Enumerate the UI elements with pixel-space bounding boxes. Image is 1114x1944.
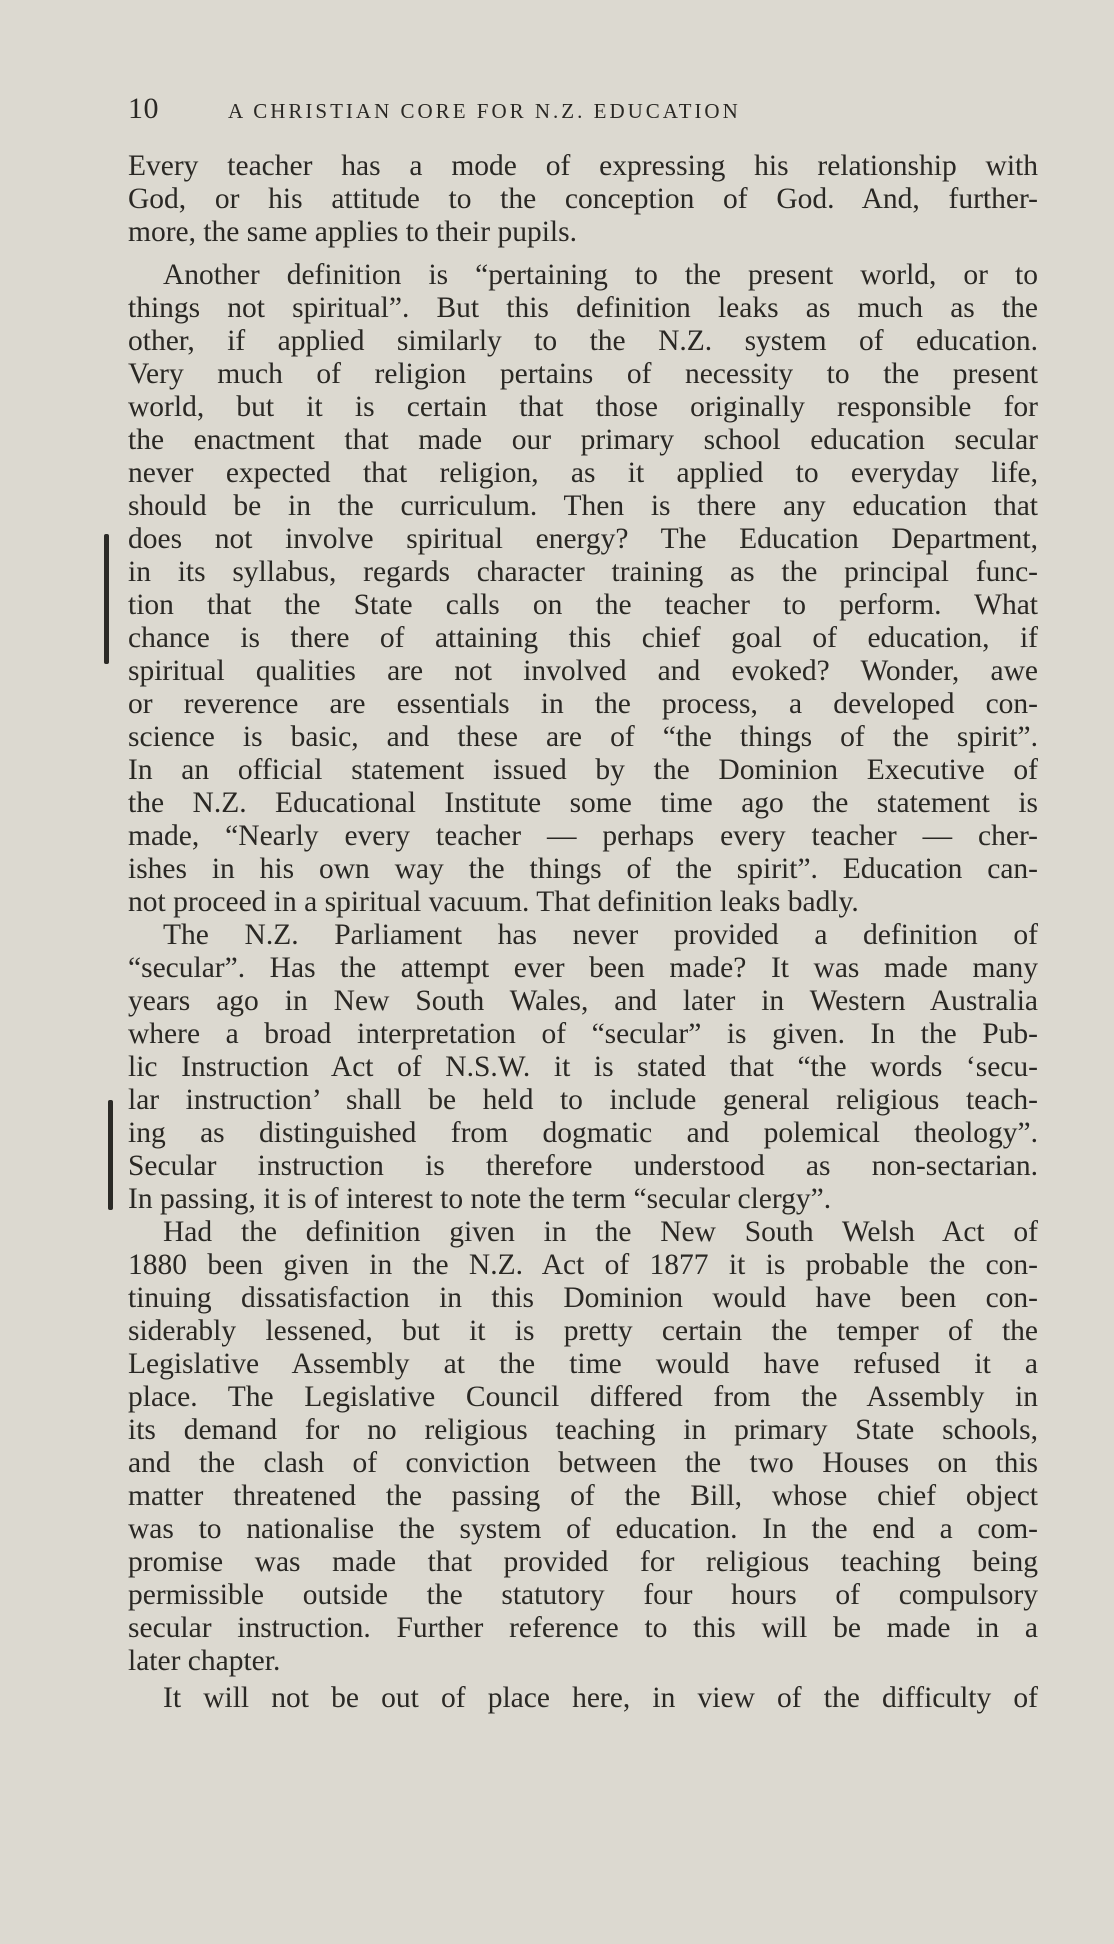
text-line: place. The Legislative Council differed from the Assembly in [128,1381,1038,1413]
text-line: tinuing dissatisfaction in this Dominion would have been con- [128,1282,1038,1314]
text-line: not proceed in a spiritual vacuum. That definition leaks badly. [128,886,859,918]
text-line: or reverence are essentials in the process, a developed con- [128,688,1038,720]
running-title: A CHRISTIAN CORE FOR N.Z. EDUCATION [228,99,741,123]
text-line: in its syllabus, regards character training as the principal func- [128,556,1038,588]
text-line: ing as distinguished from dogmatic and polemical theology”. [128,1117,1038,1149]
text-line: where a broad interpretation of “secular” is given. In the Pub- [128,1018,1038,1050]
text-line: Every teacher has a mode of expressing his relationship with [128,150,1038,182]
text-line: more, the same applies to their pupils. [128,216,577,248]
page-header [128,92,1038,132]
text-line: the N.Z. Educational Institute some time ago the statement is [128,787,1038,819]
text-line: Another definition is “pertaining to the present world, or to [163,259,1038,291]
text-line: Had the definition given in the New South Welsh Act of [163,1216,1038,1248]
text-line: Very much of religion pertains of necessity to the present [128,358,1038,390]
page-number: 10 [128,92,159,125]
text-line: God, or his attitude to the conception of God. And, further- [128,183,1038,215]
text-line: lar instruction’ shall be held to include general religious teach- [128,1084,1038,1116]
text-line: siderably lessened, but it is pretty certain the temper of the [128,1315,1038,1347]
text-line: secular instruction. Further reference to this will be made in a [128,1612,1038,1644]
text-line: was to nationalise the system of education. In the end a com- [128,1513,1038,1545]
text-line: In passing, it is of interest to note the term “secular clergy”. [128,1183,832,1215]
text-line: should be in the curriculum. Then is there any education that [128,490,1038,522]
text-line: world, but it is certain that those originally responsible for [128,391,1038,423]
text-line: tion that the State calls on the teacher to perform. What [128,589,1038,621]
text-line: its demand for no religious teaching in primary State schools, [128,1414,1038,1446]
margin-mark-2 [108,1100,113,1210]
text-line: promise was made that provided for religious teaching being [128,1546,1038,1578]
margin-mark-1 [104,534,109,664]
text-line: “secular”. Has the attempt ever been made? It was made many [128,952,1038,984]
text-line: the enactment that made our primary school education secular [128,424,1038,456]
text-line: years ago in New South Wales, and later in Western Australia [128,985,1038,1017]
text-line: things not spiritual”. But this definition leaks as much as the [128,292,1038,324]
text-line: In an official statement issued by the Dominion Executive of [128,754,1038,786]
text-line: chance is there of attaining this chief goal of education, if [128,622,1038,654]
text-line: spiritual qualities are not involved and evoked? Wonder, awe [128,655,1038,687]
text-line: and the clash of conviction between the two Houses on this [128,1447,1038,1479]
text-line: Legislative Assembly at the time would have refused it a [128,1348,1038,1380]
text-line: lic Instruction Act of N.S.W. it is stated that “the words ‘secu- [128,1051,1038,1083]
text-line: does not involve spiritual energy? The Education Department, [128,523,1038,555]
text-line: The N.Z. Parliament has never provided a definition of [163,919,1038,951]
text-line: It will not be out of place here, in view of the difficulty of [163,1682,1038,1714]
text-line: ishes in his own way the things of the spirit”. Education can- [128,853,1038,885]
text-line: other, if applied similarly to the N.Z. system of education. [128,325,1038,357]
text-line: 1880 been given in the N.Z. Act of 1877 it is probable the con- [128,1249,1038,1281]
text-line: permissible outside the statutory four hours of compulsory [128,1579,1038,1611]
text-line: later chapter. [128,1645,281,1677]
text-line: matter threatened the passing of the Bill, whose chief object [128,1480,1038,1512]
text-line: Secular instruction is therefore understood as non-sectarian. [128,1150,1038,1182]
text-line: science is basic, and these are of “the things of the spirit”. [128,721,1038,753]
text-line: never expected that religion, as it applied to everyday life, [128,457,1038,489]
text-line: made, “Nearly every teacher — perhaps every teacher — cher- [128,820,1038,852]
